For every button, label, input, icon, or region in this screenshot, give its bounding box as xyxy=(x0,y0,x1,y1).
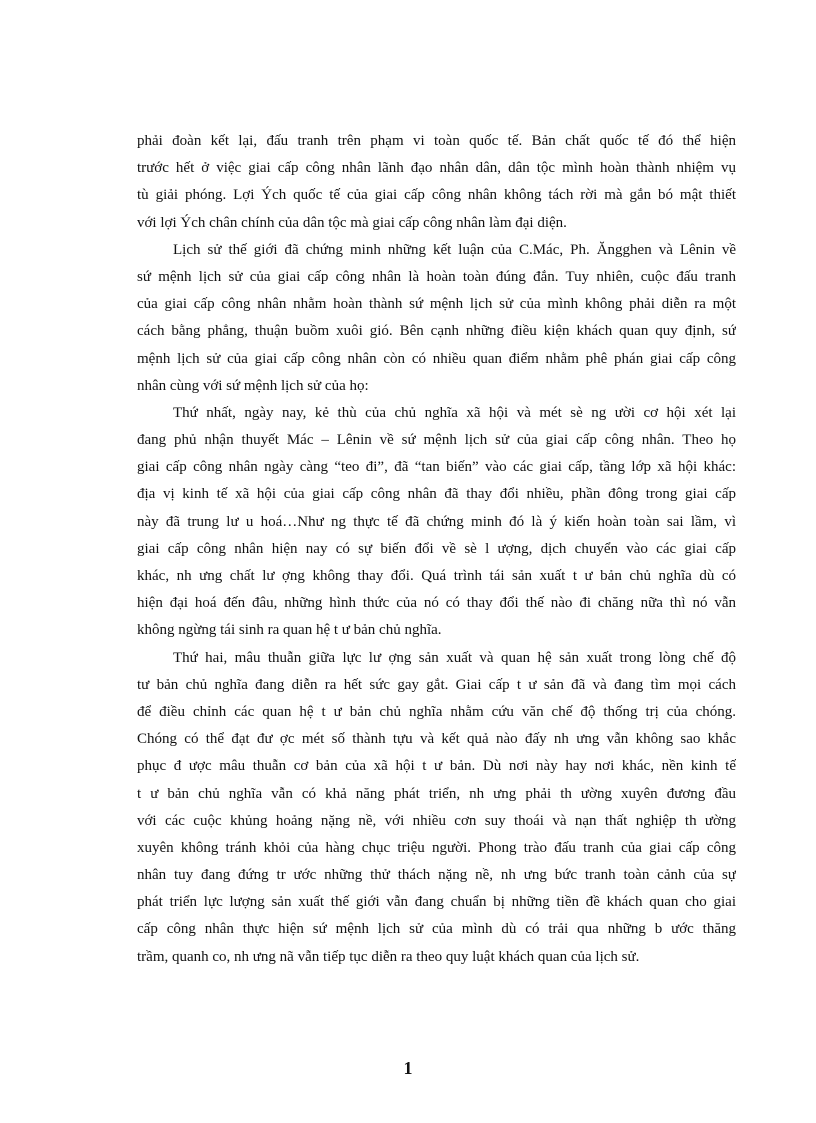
text-line: giai cấp công nhân hiện nay có sự biến đổi về sè l ượng, dịch chuyển vào các giai cấp xyxy=(137,540,736,557)
text-line: đang phủ nhận thuyết Mác – Lênin về sứ mệnh lịch sử của giai cấp công nhân. Theo họ xyxy=(137,432,736,449)
text-line: Thứ nhất, ngày nay, kẻ thù của chủ nghĩa xã hội và mét sè ng ười cơ hội xét lại xyxy=(173,404,736,421)
text-line: phát triển lực lượng sản xuất thế giới vẫn đang chuẩn bị những tiền đề khách quan cho giai xyxy=(137,894,736,911)
text-line: sứ mệnh lịch sử của giai cấp công nhân là hoàn toàn đúng đắn. Tuy nhiên, cuộc đấu tranh xyxy=(137,268,736,285)
text-line: tù giải phóng. Lợi Ých quốc tế của giai cấp công nhân không tách rời mà gắn bó mật thiết xyxy=(137,187,736,204)
text-line: giai cấp công nhân ngày càng “teo đi”, đã “tan biến” vào các giai cấp, tầng lớp xã hội khác: xyxy=(137,459,736,476)
text-line: Lịch sử thế giới đã chứng minh những kết luận của C.Mác, Ph. Ăngghen và Lênin về xyxy=(173,241,736,258)
text-line: cấp công nhân thực hiện sứ mệnh lịch sử của mình dù có trải qua những b ước thăng xyxy=(137,921,736,938)
text-line: hiện đại hoá đến đâu, những hình thức của nó có thay đổi thế nào đi chăng nữa thì nó vẫn xyxy=(137,595,736,612)
text-line: trầm, quanh co, nh ưng nã vẫn tiếp tục diễn ra theo quy luật khách quan của lịch sử. xyxy=(137,948,640,965)
page-number: 1 xyxy=(403,1058,413,1078)
text-line: này đã trung lư u hoá…Như ng thực tế đã chứng minh đó là ý kiến hoàn toàn sai lầm, vì xyxy=(137,513,736,530)
text-line: khác, nh ưng chất lư ợng không thay đổi. Quá trình tái sản xuất t ư bản chủ nghĩa dù có xyxy=(137,568,736,584)
text-line: nhân tuy đang đứng tr ước những thử thách nặng nề, nh ưng bức tranh toàn cảnh của sự xyxy=(137,867,736,884)
text-line: không ngừng tái sinh ra quan hệ t ư bản chủ nghĩa. xyxy=(137,622,442,639)
text-line: Chóng có thể đạt đư ợc mét số thành tựu và kết quả nào đấy nh ưng vẫn không sao khắc xyxy=(137,731,736,748)
text-line: mệnh lịch sử của giai cấp công nhân còn có nhiều quan điểm nhằm phê phán giai cấp công xyxy=(137,350,736,367)
text-line: xuyên không tránh khỏi của hàng chục triệu người. Phong trào đấu tranh của giai cấp công xyxy=(137,839,736,856)
text-line: để điều chỉnh các quan hệ t ư bản chủ nghĩa nhằm cứu văn chế độ thống trị của chóng. xyxy=(137,703,736,720)
text-line: địa vị kinh tế xã hội của giai cấp công nhân đã thay đổi nhiều, phần đông trong giai cấp xyxy=(137,486,736,503)
text-line: tư bản chủ nghĩa đang diễn ra hết sức gay gắt. Giai cấp t ư sản đã và đang tìm mọi cách xyxy=(137,676,736,693)
body-text xyxy=(137,128,736,971)
text-line: với lợi Ých chân chính của dân tộc mà giai cấp công nhân làm đại diện. xyxy=(137,214,567,231)
text-line: phục đ ược mâu thuẫn cơ bản của xã hội t ư bản. Dù nơi này hay nơi khác, nền kinh tế xyxy=(137,758,736,775)
text-line: cách bằng phẳng, thuận buồm xuôi gió. Bên cạnh những điều kiện khách quan quy định, sứ xyxy=(137,323,736,340)
text-line: với các cuộc khủng hoảng nặng nề, với nhiều cơn suy thoái và nạn thất nghiệp th ường xyxy=(137,812,736,829)
text-line: t ư bản chủ nghĩa vẫn có khả năng phát triển, nh ưng phải th ường xuyên đương đầu xyxy=(137,785,736,802)
text-line: Thứ hai, mâu thuẫn giữa lực lư ợng sản xuất và quan hệ sản xuất trong lòng chế độ xyxy=(173,649,736,666)
text-line: trước hết ở việc giai cấp công nhân lãnh đạo nhân dân, dân tộc mình hoàn thành nhiệm vụ xyxy=(137,160,736,177)
text-line: nhân cùng với sứ mệnh lịch sử của họ: xyxy=(137,377,369,394)
text-line: của giai cấp công nhân nhằm hoàn thành sứ mệnh lịch sử của mình không phải diễn ra một xyxy=(137,296,736,313)
text-line: phải đoàn kết lại, đấu tranh trên phạm vi toàn quốc tế. Bản chất quốc tế đó thể hiện xyxy=(137,133,736,149)
